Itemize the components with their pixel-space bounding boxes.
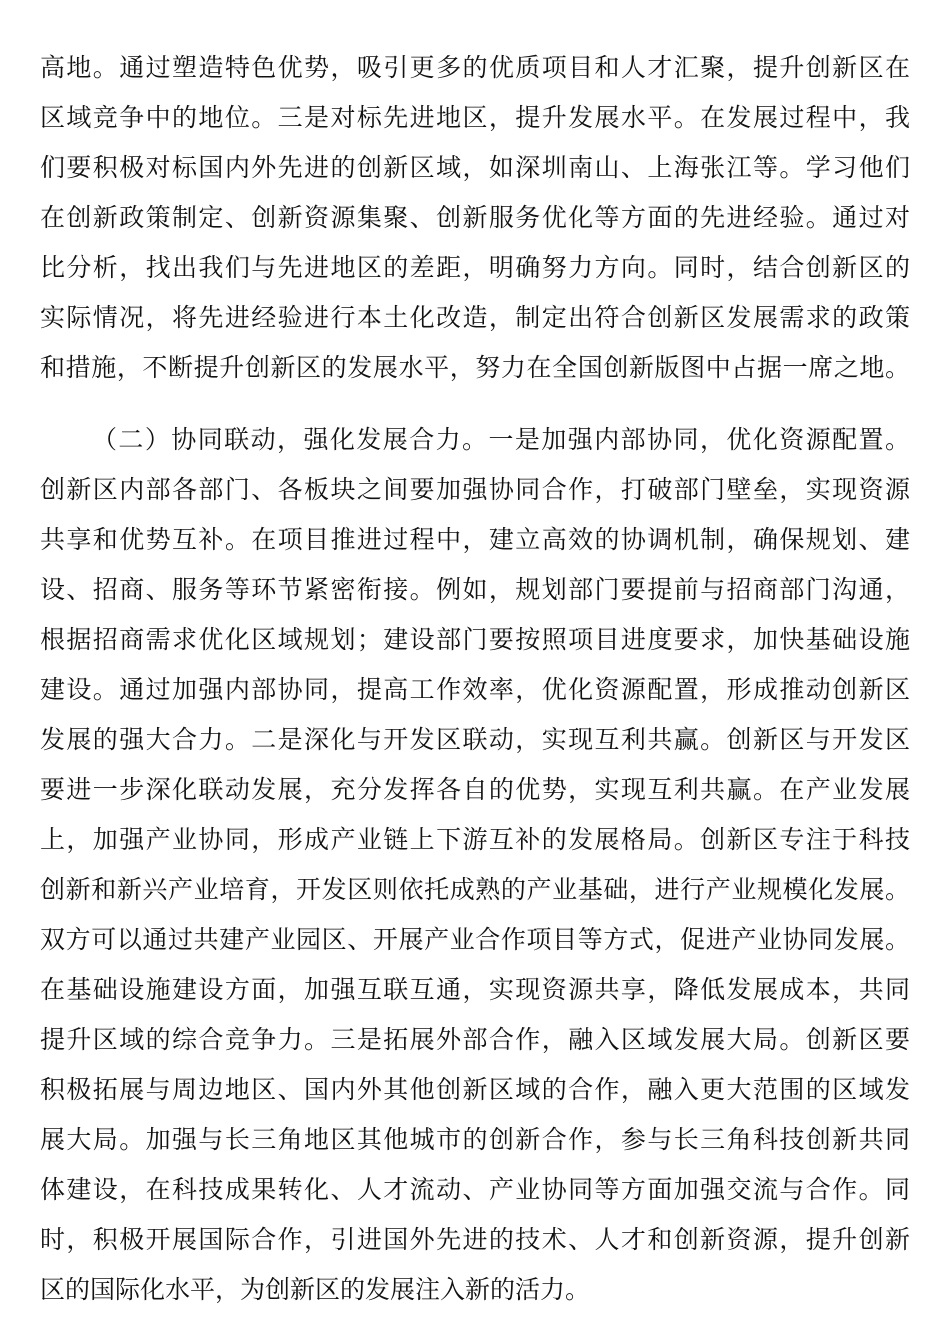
text-line: 在基础设施建设方面，加强互联互通，实现资源共享，降低发展成本，共同 — [40, 975, 910, 1004]
text-line: 共享和优势互补。在项目推进过程中，建立高效的协调机制，确保规划、建 — [40, 525, 910, 554]
text-line: 比分析，找出我们与先进地区的差距，明确努力方向。同时，结合创新区的 — [40, 253, 910, 282]
text-line: 发展的强大合力。二是深化与开发区联动，实现互利共赢。创新区与开发区 — [40, 725, 910, 754]
text-line: 创新区内部各部门、各板块之间要加强协同合作，打破部门壁垒，实现资源 — [40, 475, 910, 504]
text-line: 上，加强产业协同，形成产业链上下游互补的发展格局。创新区专注于科技 — [40, 825, 910, 854]
text-line: 建设。通过加强内部协同，提高工作效率，优化资源配置，形成推动创新区 — [40, 675, 910, 704]
text-line: 实际情况，将先进经验进行本土化改造，制定出符合创新区发展需求的政策 — [40, 303, 910, 332]
text-line: 设、招商、服务等环节紧密衔接。例如，规划部门要提前与招商部门沟通， — [40, 575, 910, 604]
text-line: 展大局。加强与长三角地区其他城市的创新合作，参与长三角科技创新共同 — [40, 1125, 910, 1154]
text-line: 体建设，在科技成果转化、人才流动、产业协同等方面加强交流与合作。同 — [40, 1175, 910, 1204]
text-line: 们要积极对标国内外先进的创新区域，如深圳南山、上海张江等。学习他们 — [40, 153, 910, 182]
text-line: 在创新政策制定、创新资源集聚、创新服务优化等方面的先进经验。通过对 — [40, 203, 910, 232]
text-line: 提升区域的综合竞争力。三是拓展外部合作，融入区域发展大局。创新区要 — [40, 1025, 910, 1054]
text-line: 和措施，不断提升创新区的发展水平，努力在全国创新版图中占据一席之地。 — [40, 353, 910, 382]
text-line: 根据招商需求优化区域规划；建设部门要按照项目进度要求，加快基础设施 — [40, 625, 910, 654]
text-line: 创新和新兴产业培育，开发区则依托成熟的产业基础，进行产业规模化发展。 — [40, 875, 910, 904]
text-line: 时，积极开展国际合作，引进国外先进的技术、人才和创新资源，提升创新 — [40, 1225, 910, 1254]
text-line: 要进一步深化联动发展，充分发挥各自的优势，实现互利共赢。在产业发展 — [40, 775, 910, 804]
text-line: 积极拓展与周边地区、国内外其他创新区域的合作，融入更大范围的区域发 — [40, 1075, 910, 1104]
text-line: 双方可以通过共建产业园区、开展产业合作项目等方式，促进产业协同发展。 — [40, 925, 910, 954]
section-heading-line: （二）协同联动，强化发展合力。一是加强内部协同，优化资源配置。 — [92, 425, 910, 454]
text-line: 高地。通过塑造特色优势，吸引更多的优质项目和人才汇聚，提升创新区在 — [40, 53, 910, 82]
text-line: 区的国际化水平，为创新区的发展注入新的活力。 — [40, 1275, 591, 1304]
text-line: 区域竞争中的地位。三是对标先进地区，提升发展水平。在发展过程中，我 — [40, 103, 910, 132]
